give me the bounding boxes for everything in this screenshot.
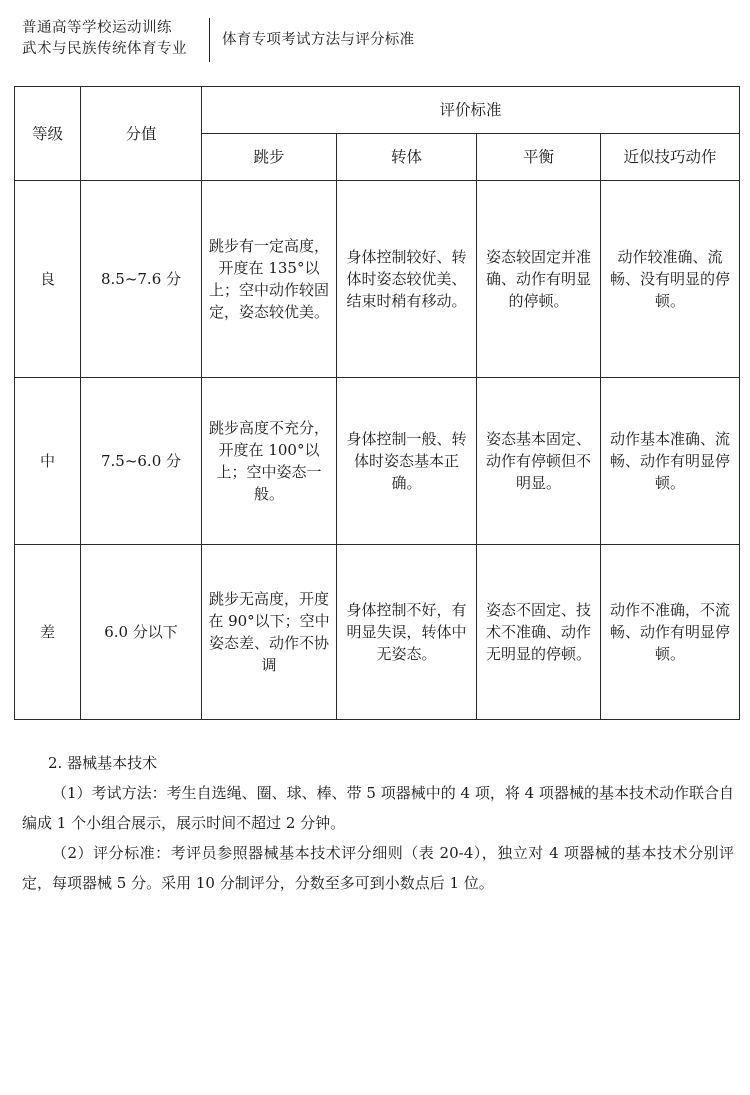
balance-cell: 姿态较固定并准确、动作有明显的停顿。 (477, 181, 601, 378)
body-text (22, 748, 734, 898)
turn-cell: 身体控制一般、转体时姿态基本正确。 (337, 378, 477, 545)
balance-cell: 姿态基本固定、动作有停顿但不明显。 (477, 378, 601, 545)
header-left (22, 18, 212, 60)
jump-cell: 跳步高度不充分，开度在 100°以上；空中姿态一般。 (202, 378, 337, 545)
turn-cell: 身体控制不好，有明显失误，转体中无姿态。 (337, 545, 477, 720)
level-cell: 中 (15, 378, 81, 545)
header-score: 分值 (81, 87, 202, 181)
subheader-balance: 平衡 (477, 134, 601, 181)
subheader-acrobatic: 近似技巧动作 (601, 134, 740, 181)
table-row (15, 378, 740, 545)
score-cell: 8.5~7.6 分 (81, 181, 202, 378)
acrobatic-cell: 动作较准确、流畅、没有明显的停顿。 (601, 181, 740, 378)
section-heading: 2. 器械基本技术 (48, 754, 158, 772)
header-title-line1: 普通高等学校运动训练 (22, 20, 172, 36)
header-title-line2: 武术与民族传统体育专业 (22, 41, 187, 57)
header-divider (209, 18, 210, 62)
subheader-jump: 跳步 (202, 134, 337, 181)
acrobatic-cell: 动作基本准确、流畅、动作有明显停顿。 (601, 378, 740, 545)
header-section-title: 体育专项考试方法与评分标准 (222, 32, 415, 48)
jump-cell: 跳步有一定高度，开度在 135°以上；空中动作较固定，姿态较优美。 (202, 181, 337, 378)
subheader-turn: 转体 (337, 134, 477, 181)
score-cell: 7.5~6.0 分 (81, 378, 202, 545)
table-header-row (15, 87, 740, 134)
jump-cell: 跳步无高度，开度在 90°以下；空中姿态差、动作不协调 (202, 545, 337, 720)
table-row (15, 181, 740, 378)
balance-cell: 姿态不固定、技术不准确、动作无明显的停顿。 (477, 545, 601, 720)
scoring-standard-paragraph: （2）评分标准：考评员参照器械基本技术评分细则（表 20-4），独立对 4 项器械的基本技术分别评定，每项器械 5 分。采用 10 分制评分，分数至多可到小数点后 1 位。 (22, 844, 734, 892)
header-level: 等级 (15, 87, 81, 181)
scoring-table (14, 86, 740, 720)
level-cell: 良 (15, 181, 81, 378)
table-row (15, 545, 740, 720)
level-cell: 差 (15, 545, 81, 720)
turn-cell: 身体控制较好、转体时姿态较优美、结束时稍有移动。 (337, 181, 477, 378)
score-cell: 6.0 分以下 (81, 545, 202, 720)
acrobatic-cell: 动作不准确，不流畅、动作有明显停顿。 (601, 545, 740, 720)
header-criteria: 评价标准 (202, 87, 740, 134)
exam-method-paragraph: （1）考试方法：考生自选绳、圈、球、棒、带 5 项器械中的 4 项，将 4 项器械的基本技术动作联合自编成 1 个小组合展示，展示时间不超过 2 分钟。 (22, 784, 734, 832)
